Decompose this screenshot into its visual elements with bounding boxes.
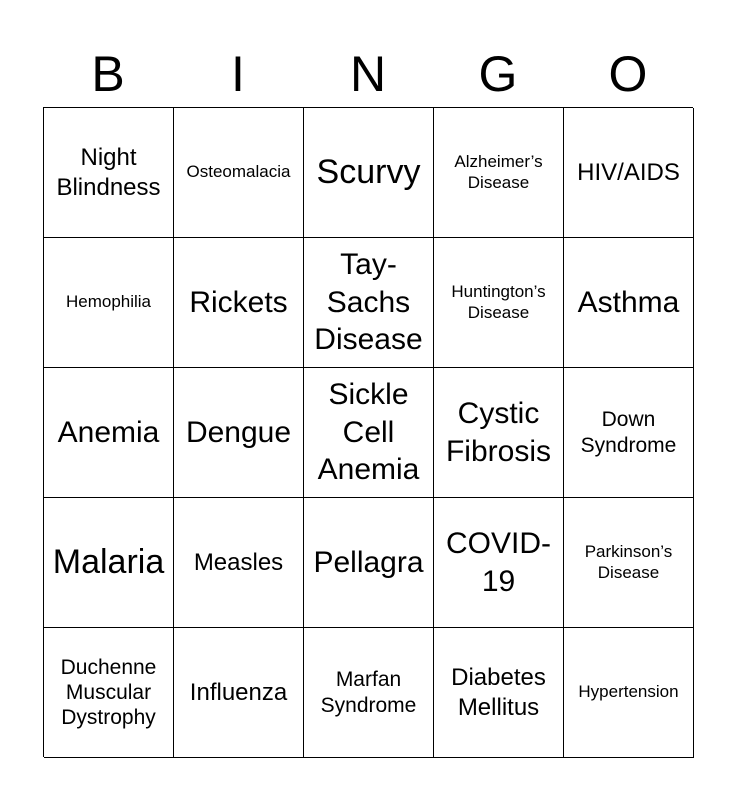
cell-text: HIV/AIDS	[577, 158, 680, 186]
cell-text: Alzheimer’s Disease	[454, 152, 543, 192]
header-letter-n: N	[349, 46, 387, 102]
cell-text: Night Blindness	[56, 143, 161, 201]
cell-text: Dengue	[185, 415, 292, 449]
bingo-header	[43, 40, 693, 108]
header-letter-b: B	[91, 46, 125, 102]
bingo-cell[interactable]	[304, 498, 434, 628]
bingo-cell[interactable]	[44, 108, 174, 238]
bingo-cell[interactable]	[434, 368, 564, 498]
cell-text: Pellagra	[313, 545, 424, 579]
cell-text: Down Syndrome	[580, 408, 677, 457]
cell-text: Anemia	[57, 415, 160, 449]
bingo-cell[interactable]	[174, 628, 304, 758]
bingo-cell[interactable]	[44, 628, 174, 758]
bingo-cell[interactable]	[44, 498, 174, 628]
header-letter-g: G	[478, 46, 518, 102]
cell-text: Asthma	[577, 285, 680, 319]
bingo-cell[interactable]	[44, 368, 174, 498]
bingo-cell[interactable]	[564, 368, 694, 498]
bingo-cell[interactable]	[304, 108, 434, 238]
cell-text: COVID- 19	[446, 527, 551, 598]
cell-text: Measles	[193, 548, 284, 576]
cell-text: Hemophilia	[65, 292, 152, 312]
cell-text: Scurvy	[316, 153, 421, 192]
bingo-cell[interactable]	[44, 238, 174, 368]
cell-text: Tay- Sachs Disease	[314, 248, 423, 357]
bingo-cell[interactable]	[174, 368, 304, 498]
cell-text: Duchenne Muscular Dystrophy	[60, 655, 157, 730]
bingo-cell[interactable]	[174, 238, 304, 368]
cell-text: Rickets	[189, 285, 288, 319]
bingo-cell[interactable]	[564, 628, 694, 758]
cell-text: Parkinson’s Disease	[584, 542, 673, 582]
cell-text: Malaria	[52, 543, 165, 582]
header-letter-o: O	[608, 46, 648, 102]
bingo-cell[interactable]	[174, 108, 304, 238]
bingo-cell[interactable]	[434, 238, 564, 368]
bingo-cell[interactable]	[304, 628, 434, 758]
bingo-cell[interactable]	[564, 108, 694, 238]
bingo-cell[interactable]	[564, 498, 694, 628]
cell-text: Huntington’s Disease	[451, 282, 546, 322]
header-letter-i: I	[231, 46, 245, 102]
cell-text: Marfan Syndrome	[320, 668, 417, 717]
bingo-cell[interactable]	[304, 368, 434, 498]
cell-text: Cystic Fibrosis	[445, 397, 551, 468]
cell-text: Sickle Cell Anemia	[317, 378, 420, 487]
bingo-cell[interactable]	[434, 628, 564, 758]
cell-text: Osteomalacia	[186, 162, 291, 182]
cell-text: Hypertension	[578, 682, 679, 702]
bingo-cell[interactable]	[434, 498, 564, 628]
cell-text: Influenza	[189, 678, 288, 706]
cell-text: Diabetes Mellitus	[451, 663, 546, 721]
bingo-cell[interactable]	[304, 238, 434, 368]
bingo-grid	[43, 107, 693, 757]
bingo-cell[interactable]	[174, 498, 304, 628]
bingo-cell[interactable]	[564, 238, 694, 368]
bingo-cell[interactable]	[434, 108, 564, 238]
